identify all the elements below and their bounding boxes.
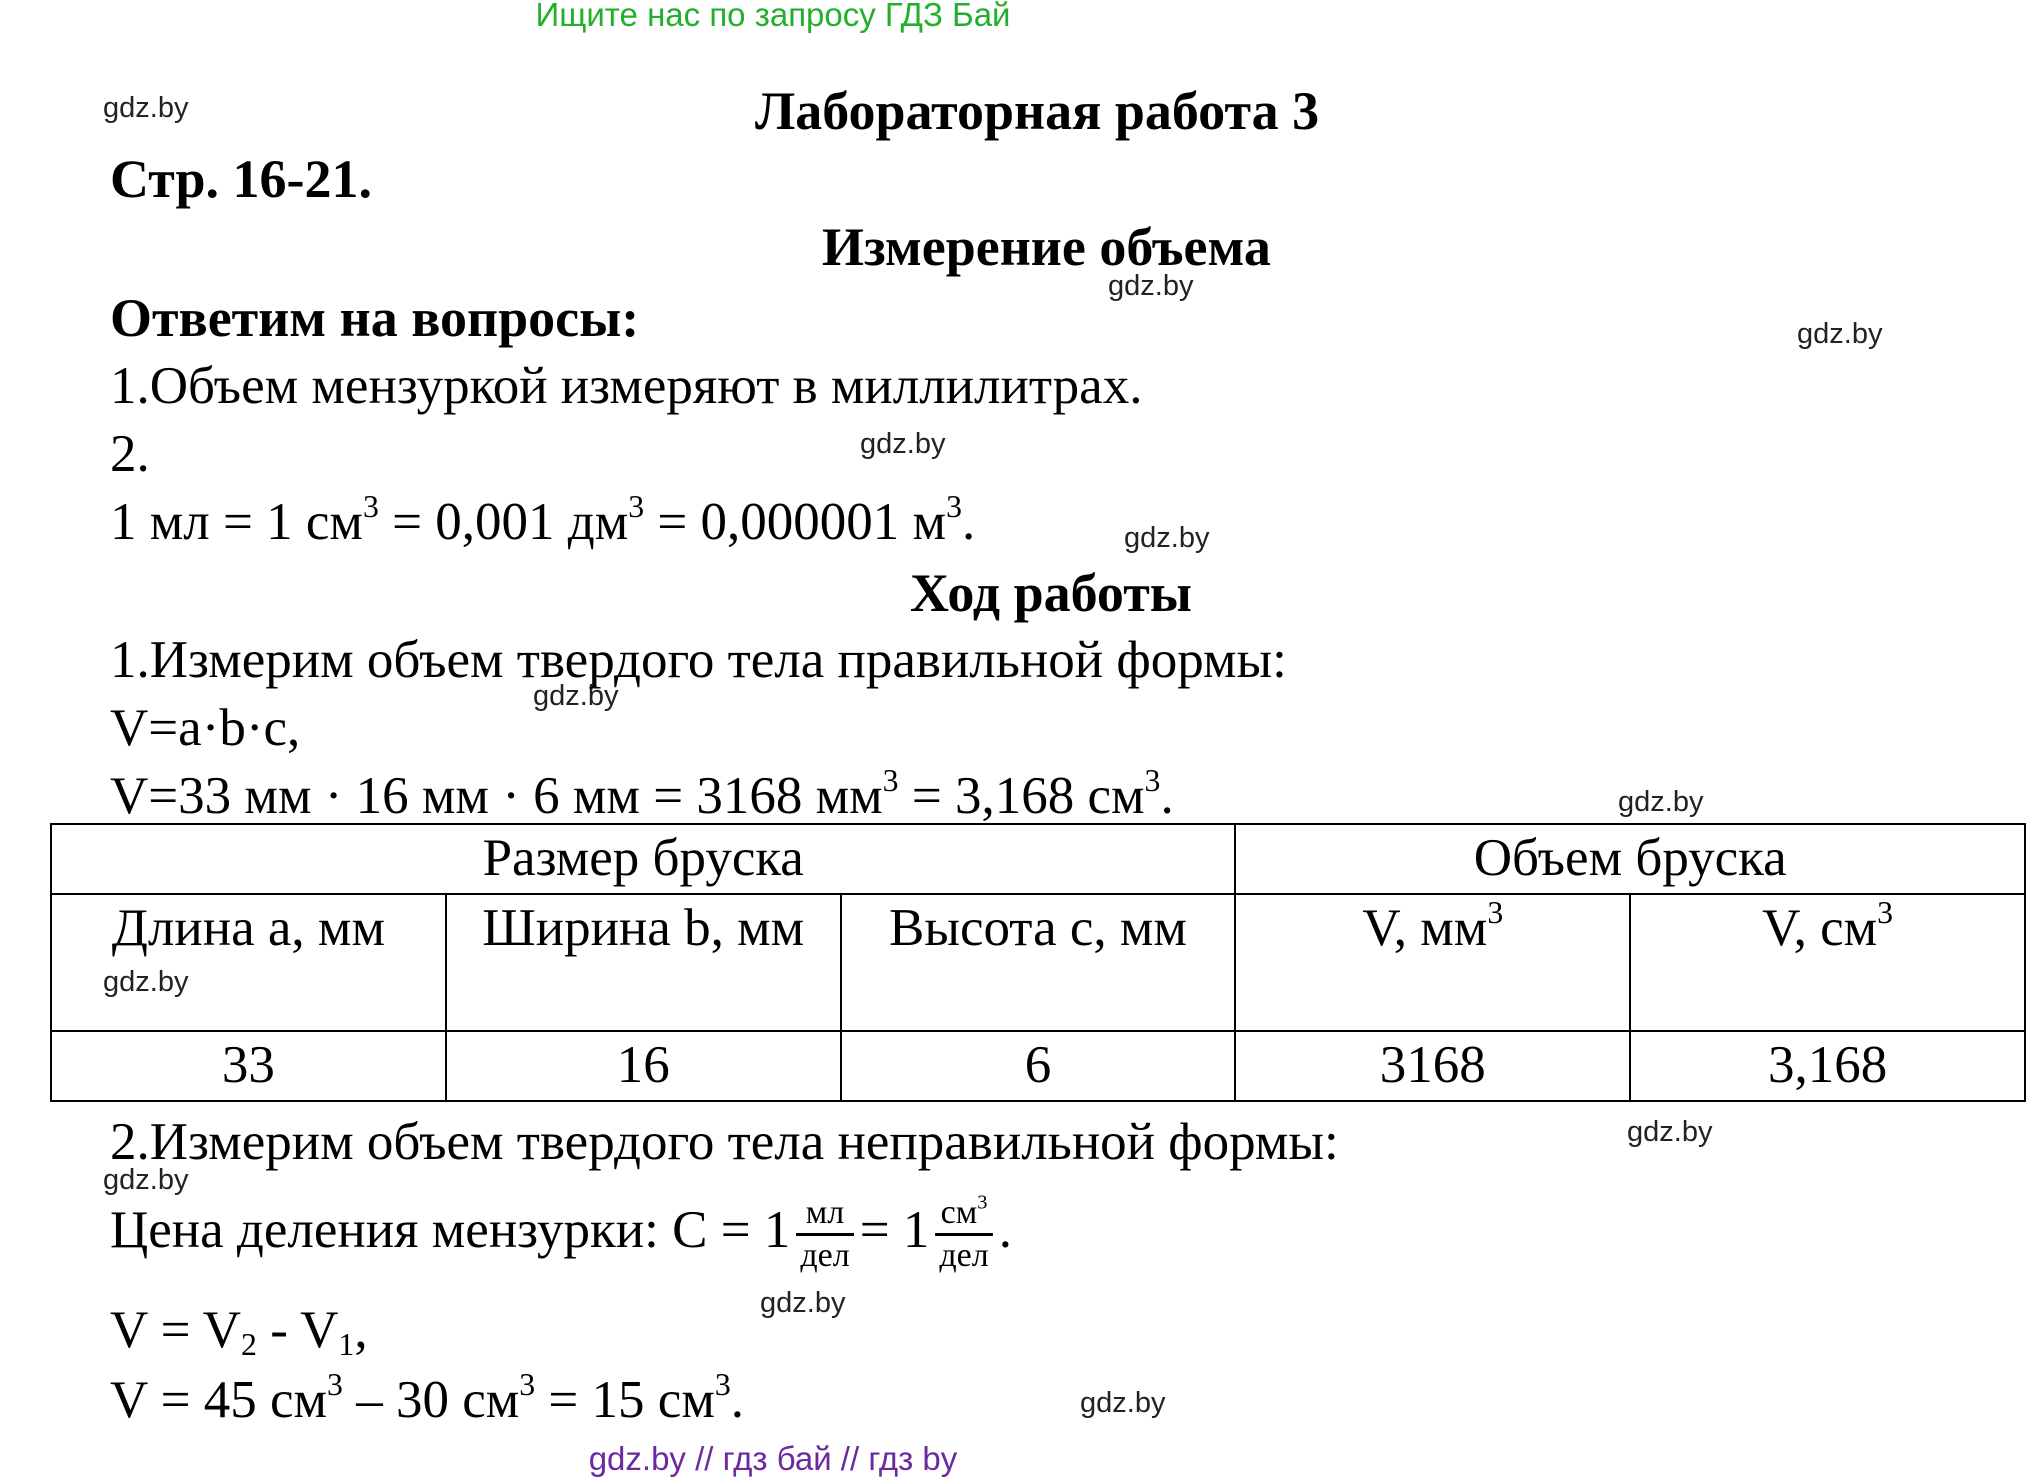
cell-height: 6 [841,1031,1236,1101]
calculation-2: V = 45 $см^3 - 30$ $см^3 = 15$ $см^3$. [110,1366,745,1429]
pages-ref: Стр. 16-21. [110,149,372,209]
watermark: gdz.by [103,92,189,124]
watermark: gdz.by [1108,270,1194,302]
formula-1: V=a·b·c, [110,699,301,757]
work-heading: Ход работы [910,563,1192,623]
answer-1: 1.Объем мензуркой измеряют в миллилитрах. [110,357,1143,415]
watermark: gdz.by [760,1287,846,1319]
topic-title: Измерение объема [822,217,1271,277]
step-1: 1.Измерим объем твердого тела правильной формы: [110,631,1287,689]
cell-length: 33 [51,1031,446,1101]
header-volume-group: Объем бруска [1235,824,2025,894]
table-row [51,1031,2025,1101]
watermark: gdz.by [533,680,619,712]
step-2: 2.Измерим объем твердого тела неправильной формы: [110,1113,1339,1171]
questions-heading: Ответим на вопросы: [110,288,640,348]
watermark: gdz.by [1797,318,1883,350]
cell-volume-cm: 3,168 [1630,1031,2025,1101]
header-volume-mm: V, $мм^3$ [1235,894,1630,1031]
fraction-cm3-per-div: $\frac{см^3}{\text{дел}}$ [935,1193,992,1276]
watermark: gdz.by [103,1164,189,1196]
search-banner: Ищите нас по запросу ГДЗ Бай [535,0,1011,33]
answer-2-number: 2. [110,425,150,483]
watermark: gdz.by [1080,1387,1166,1419]
header-height: Высота c, мм [841,894,1236,1031]
lab-title: Лабораторная работа 3 [755,81,1320,141]
watermark: gdz.by [1618,786,1704,818]
header-length: Длина a, мм [51,894,446,1031]
header-volume-cm: V, $см^3$ [1630,894,2025,1031]
footer-links: gdz.by // гдз бай // гдз by [588,1440,958,1477]
measurement-table [50,823,2026,1102]
formula-2: $V = V_2 - V_1$, [110,1301,368,1362]
calculation-1: V=33 мм · 16 мм · 6 мм = 3168 $мм^3 = 3,168$ $см^3$. [110,762,1174,825]
fraction-ml-per-div: $\frac{мл}{\text{дел}}$ [796,1193,853,1276]
header-width: Ширина b, мм [446,894,841,1031]
watermark: gdz.by [1124,522,1210,554]
cell-volume-mm: 3168 [1235,1031,1630,1101]
units-equation: 1 мл = 1 $см^3 = 0,001$ $дм^3 = 0,000001$ $м^3$. [110,488,976,551]
division-value: Цена деления мензурки: C = 1 $\frac{мл}{\text{дел}}$ = 1 $\frac{см^3}{\text{дел}}$ . [110,1192,1012,1275]
cell-width: 16 [446,1031,841,1101]
header-size-group: Размер бруска [51,824,1235,894]
watermark: gdz.by [1627,1116,1713,1148]
watermark: gdz.by [860,428,946,460]
watermark: gdz.by [103,966,189,998]
